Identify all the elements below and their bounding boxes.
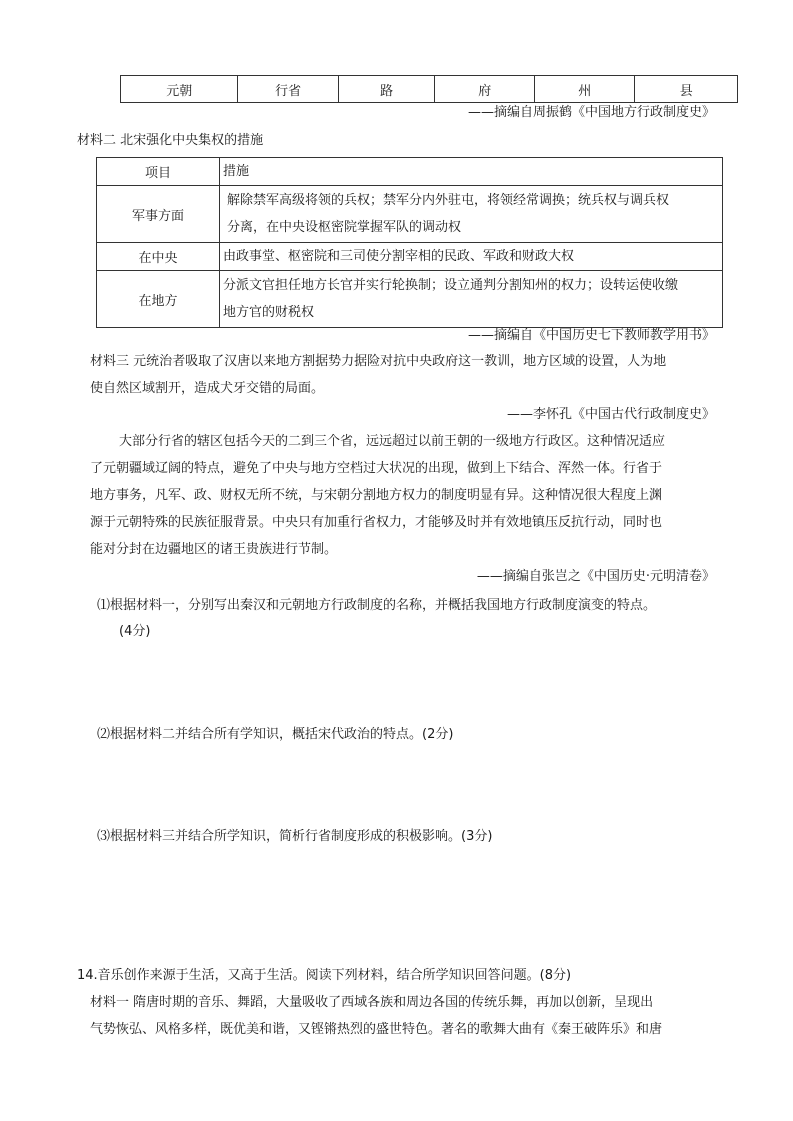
table-cell-item: 在中央	[97, 243, 220, 271]
source-citation-1: ——摘编自周振鹤《中国地方行政制度史》	[467, 105, 715, 120]
cell-line: 地方官的财税权	[223, 305, 315, 320]
source-citation-3: ——李怀孔《中国古代行政制度史》	[506, 407, 715, 422]
q14-material-line: 气势恢弘、风格多样，既优美和谐，又铿锵热烈的盛世特色。著名的歌舞大曲有《秦王破阵乐》和唐	[90, 1022, 663, 1037]
table-cell: 行省	[238, 76, 339, 103]
table-cell-measures	[220, 186, 723, 243]
source-citation-4: ——摘编自张岂之《中国历史·元明清卷》	[476, 569, 715, 584]
material-3-line: 使自然区域割开，造成犬牙交错的局面。	[90, 381, 325, 396]
table-cell: 府	[435, 76, 535, 103]
table-cell: 路	[338, 76, 435, 103]
table-header-measures: 措施	[220, 158, 723, 186]
table-cell-item: 军事方面	[97, 186, 220, 243]
table-row	[97, 271, 723, 328]
question-2: ⑵根据材料二并结合所有学知识，概括宋代政治的特点。(2分)	[97, 727, 454, 742]
q14-material-line: 材料一 隋唐时期的音乐、舞蹈，大量吸收了西域各族和周边各国的传统乐舞，再加以创新，呈现出	[90, 995, 654, 1010]
question-1-line: ⑴根据材料一，分别写出秦汉和元朝地方行政制度的名称，并概括我国地方行政制度演变的特点。	[97, 598, 657, 613]
table-header-item: 项目	[97, 158, 220, 186]
question-14-title: 14.音乐创作来源于生活，又高于生活。阅读下列材料，结合所学知识回答问题。(8分)	[77, 968, 572, 983]
paragraph-line: 能对分封在边疆地区的诸王贵族进行节制。	[90, 542, 338, 557]
table-cell: 元朝	[121, 76, 238, 103]
song-measures-table	[96, 157, 723, 328]
table-cell: 州	[534, 76, 635, 103]
table-row	[97, 158, 723, 186]
paragraph-line: 了元朝疆域辽阔的特点，避免了中央与地方空档过大状况的出现，做到上下结合、浑然一体。行省于	[90, 461, 663, 476]
table-cell-measures	[220, 243, 723, 271]
paragraph-line: 大部分行省的辖区包括今天的二到三个省，远远超过以前王朝的一级地方行政区。这种情况适应	[119, 434, 666, 449]
table-cell-item: 在地方	[97, 271, 220, 328]
table-row	[97, 186, 723, 243]
yuan-admin-table	[120, 75, 738, 103]
table-row	[97, 243, 723, 271]
material-2-title: 材料二 北宋强化中央集权的措施	[77, 133, 264, 148]
question-3: ⑶根据材料三并结合所学知识，简析行省制度形成的积极影响。(3分)	[97, 829, 493, 844]
paragraph-line: 地方事务，凡军、政、财权无所不统，与宋朝分割地方权力的制度明显有异。这种情况很大程度上渊	[90, 488, 663, 503]
cell-line: 分派文官担任地方长官并实行轮换制；设立通判分割知州的权力；设转运使收缴	[223, 278, 679, 293]
cell-line: 由政事堂、枢密院和三司使分割宰相的民政、军政和财政大权	[223, 249, 575, 264]
cell-line: 分离，在中央设枢密院掌握军队的调动权	[227, 220, 462, 235]
table-cell-measures	[220, 271, 723, 328]
material-3-line: 材料三 元统治者吸取了汉唐以来地方割据势力据险对抗中央政府这一教训，地方区域的设置，人为地	[90, 354, 667, 369]
question-1-score: (4分)	[119, 624, 151, 639]
table-row	[121, 76, 738, 103]
source-citation-2: ——摘编自《中国历史七下教师教学用书》	[467, 328, 715, 343]
table-cell: 县	[635, 76, 738, 103]
paragraph-line: 源于元朝特殊的民族征服背景。中央只有加重行省权力，才能够及时并有效地镇压反抗行动，同时也	[90, 515, 663, 530]
cell-line: 解除禁军高级将领的兵权；禁军分内外驻屯，将领经常调换；统兵权与调兵权	[227, 193, 670, 208]
